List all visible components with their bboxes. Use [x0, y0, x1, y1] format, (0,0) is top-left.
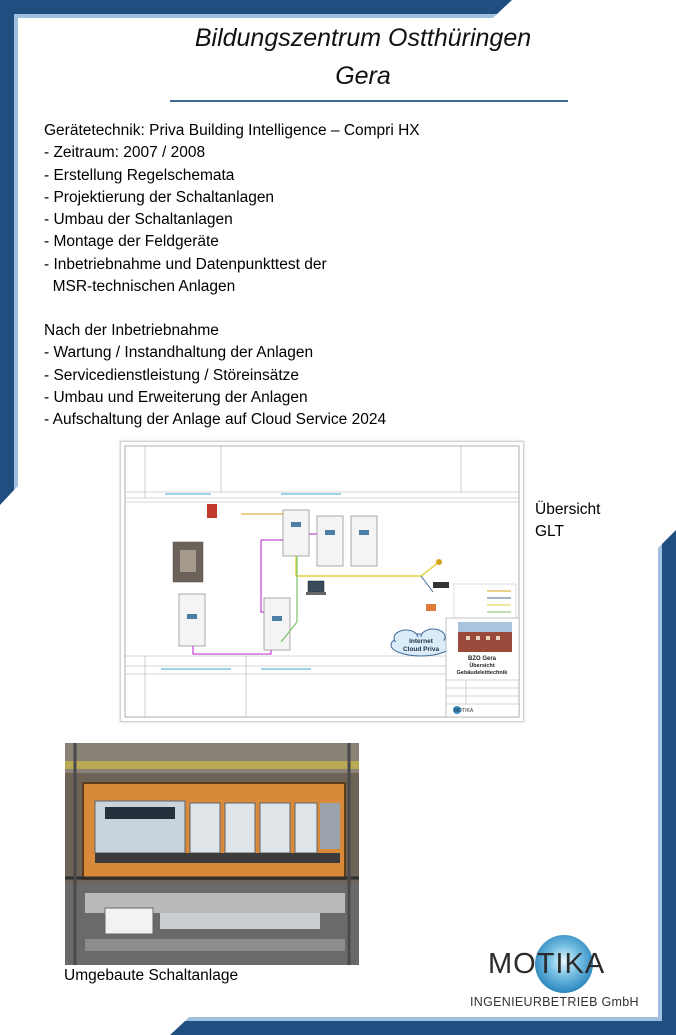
service-line: - Wartung / Instandhaltung der Anlagen	[44, 344, 314, 362]
service-line: - Servicedienstleistung / Störeinsätze	[44, 366, 300, 384]
cloud-label-2: Cloud Priva	[402, 646, 440, 653]
service-line: - Umbau und Erweiterung der Anlagen	[44, 388, 308, 406]
service-line: - Aufschaltung der Anlage auf Cloud Service 2024	[44, 411, 387, 429]
after-commissioning-text	[44, 320, 386, 431]
titleblock-subject: Gebäudeleittechnik	[456, 670, 508, 676]
glt-overview-drawing	[120, 441, 524, 722]
scope-line: - Inbetriebnahme und Datenpunkttest der	[44, 255, 327, 273]
company-logo-name: MOTIKA	[488, 948, 606, 980]
titleblock-sheet: Übersicht	[469, 663, 495, 669]
scope-line: Gerätetechnik: Priva Building Intelligence – Compri HX	[44, 122, 420, 139]
scope-line: - Montage der Feldgeräte	[44, 233, 219, 251]
scope-line: - Umbau der Schaltanlagen	[44, 211, 233, 229]
company-logo-subtitle: INGENIEURBETRIEB GmbH	[470, 995, 639, 1009]
switchgear-photo	[65, 743, 359, 965]
switchgear-illustration	[65, 743, 359, 965]
page-title-line1: Bildungszentrum Ostthüringen	[194, 24, 532, 52]
figure1-caption-line1: Übersicht	[535, 501, 601, 518]
title-underline	[170, 100, 568, 102]
control-cabinet	[351, 516, 377, 566]
control-cabinet	[317, 516, 343, 566]
control-cabinet	[283, 510, 309, 556]
cloud-label-1: Internet	[409, 638, 433, 645]
scope-line: - Projektierung der Schaltanlagen	[44, 188, 275, 206]
service-line: Nach der Inbetriebnahme	[44, 322, 219, 339]
figure1-caption-line2: GLT	[535, 523, 564, 540]
scope-line: - Erstellung Regelschemata	[44, 166, 235, 184]
scope-line: MSR-technischen Anlagen	[44, 278, 236, 296]
page-title-line2: Gera	[335, 62, 391, 90]
gateway-icon	[433, 582, 449, 588]
control-cabinet	[179, 594, 205, 646]
figure1-caption	[535, 499, 600, 543]
titleblock-project: BZO Gera	[467, 656, 497, 662]
titleblock-logo: MOTIKA	[454, 708, 474, 714]
glt-schematic	[121, 442, 523, 721]
laptop-icon	[308, 581, 324, 592]
scope-line: - Zeitraum: 2007 / 2008	[44, 144, 206, 162]
figure2-caption: Umgebaute Schaltanlage	[64, 967, 239, 984]
project-scope-text	[44, 120, 420, 298]
control-cabinet	[264, 598, 290, 650]
